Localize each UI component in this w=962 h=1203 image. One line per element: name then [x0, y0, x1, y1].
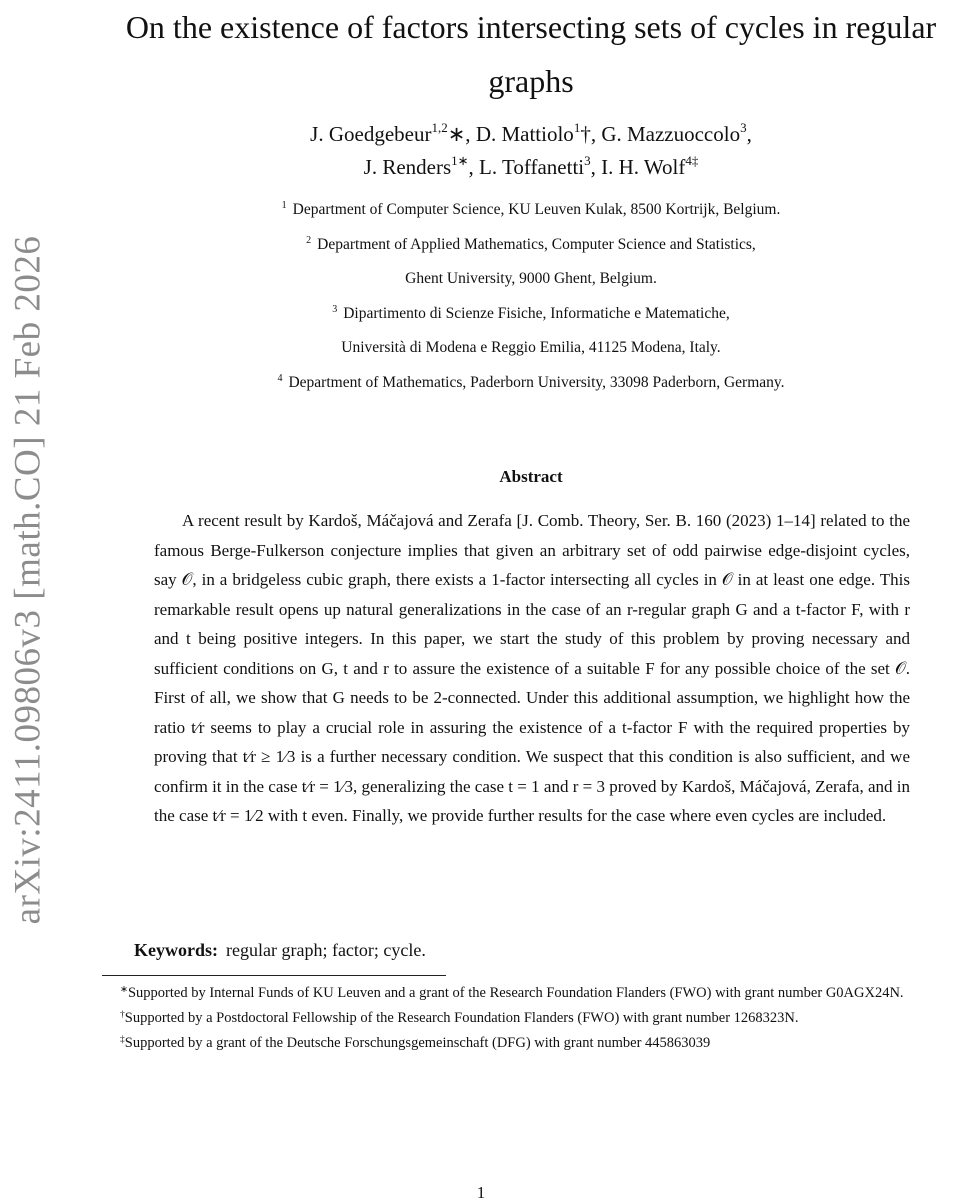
- author-name: D. Mattiolo: [475, 122, 574, 146]
- author-mark: 1∗: [451, 153, 469, 168]
- affiliation-2-continued: Ghent University, 9000 Ghent, Belgium.: [405, 270, 657, 287]
- keywords: [134, 940, 426, 961]
- footnote-mark: †: [120, 1010, 125, 1020]
- keywords-text: regular graph; factor; cycle.: [226, 940, 426, 960]
- author-mark: 1,2: [431, 120, 448, 135]
- author-list: [100, 118, 962, 184]
- author-separator: ,: [746, 122, 752, 146]
- author-mark: 3: [740, 120, 747, 135]
- affiliation-2: [100, 228, 962, 263]
- author-mark: 1: [573, 120, 581, 135]
- author-name: I. H. Wolf: [601, 155, 686, 179]
- author-mark: 4‡: [685, 153, 699, 168]
- author-name: J. Renders: [363, 155, 452, 179]
- affiliation-3-continued: Università di Modena e Reggio Emilia, 41125 Modena, Italy.: [341, 339, 721, 356]
- footnote: [102, 981, 962, 1006]
- footnote-mark: ∗: [120, 985, 128, 995]
- abstract-text: A recent result by Kardoš, Máčajová and Zerafa [J. Comb. Theory, Ser. B. 160 (2023) 1–14] related to the famous Berge-Fulkerson conjecture implies that given an arbitrary set of odd pairwise edge-disjoint cycles, say 𝒪, in a bridgeless cubic graph, there exists a 1-factor intersecting all cycles in 𝒪 in at least one edge. This remarkable result opens up natural generalizations in the case of an r-regular graph G and a t-factor F, with r and t being positive integers. In this paper, we start the study of this problem by proving necessary and sufficient conditions on G, t and r to assure the existence of a suitable F for any possible choice of the set 𝒪. First of all, we show that G needs to be 2-connected. Under this additional assumption, we highlight how the ratio t⁄r seems to play a crucial role in assuring the existence of a t-factor F with the required properties by proving that t⁄r ≥ 1⁄3 is a further necessary condition. We suspect that this condition is also sufficient, and we confirm it in the case t⁄r = 1⁄3, generalizing the case t = 1 and r = 3 proved by Kardoš, Máčajová, Zerafa, and in the case t⁄r = 1⁄2 with t even. Finally, we provide further results for the case where even cycles are included.: [154, 511, 910, 825]
- footnote-text: Supported by a Postdoctoral Fellowship of the Research Foundation Flanders (FWO) with grant number 1268323N.: [124, 1010, 799, 1026]
- arxiv-identifier: arXiv:2411.09806v3 [math.CO] 21 Feb 2026: [7, 235, 49, 925]
- footnote-text: Supported by Internal Funds of KU Leuven and a grant of the Research Foundation Flanders (FWO) with grant number G0AGX24N.: [127, 985, 904, 1001]
- affiliation-number: 4: [277, 372, 283, 384]
- affiliation-text: Department of Applied Mathematics, Computer Science and Statistics,: [317, 235, 756, 253]
- keywords-label: Keywords:: [134, 940, 218, 960]
- author-name: L. Toffanetti: [479, 155, 585, 179]
- author-line-1: [100, 118, 962, 151]
- author-name: G. Mazzuoccolo: [601, 122, 741, 146]
- affiliation-text: Department of Computer Science, KU Leuven Kulak, 8500 Kortrijk, Belgium.: [292, 201, 781, 218]
- footnote: [102, 1031, 962, 1056]
- author-separator: ,: [468, 155, 480, 179]
- author-separator: ,: [590, 155, 602, 179]
- footnotes: [102, 981, 962, 1056]
- author-line-2: [100, 151, 962, 184]
- affiliation-1: [100, 193, 962, 228]
- page-number: 1: [476, 1183, 486, 1202]
- author-separator: ∗,: [447, 122, 476, 146]
- author-mark: 3: [584, 153, 591, 168]
- footnote-rule: [102, 975, 446, 976]
- footnote: [102, 1006, 962, 1031]
- affiliation-4: [100, 366, 962, 401]
- abstract-heading: Abstract: [499, 467, 563, 486]
- affiliation-list: [100, 193, 962, 400]
- paper-title: On the existence of factors intersecting sets of cycles in regular graphs: [125, 9, 937, 99]
- affiliation-3: [100, 297, 962, 332]
- affiliation-number: 2: [306, 234, 312, 246]
- affiliation-text: Department of Mathematics, Paderborn University, 33098 Paderborn, Germany.: [288, 373, 785, 391]
- footnote-mark: ‡: [120, 1035, 125, 1045]
- affiliation-number: 1: [281, 200, 287, 211]
- footnote-text: Supported by a grant of the Deutsche Forschungsgemeinschaft (DFG) with grant number 445863039: [124, 1035, 711, 1051]
- author-name: J. Goedgebeur: [310, 122, 432, 146]
- affiliation-number: 3: [332, 303, 338, 315]
- author-separator: †,: [580, 122, 602, 146]
- affiliation-text: Dipartimento di Scienze Fisiche, Informatiche e Matematiche,: [343, 304, 730, 322]
